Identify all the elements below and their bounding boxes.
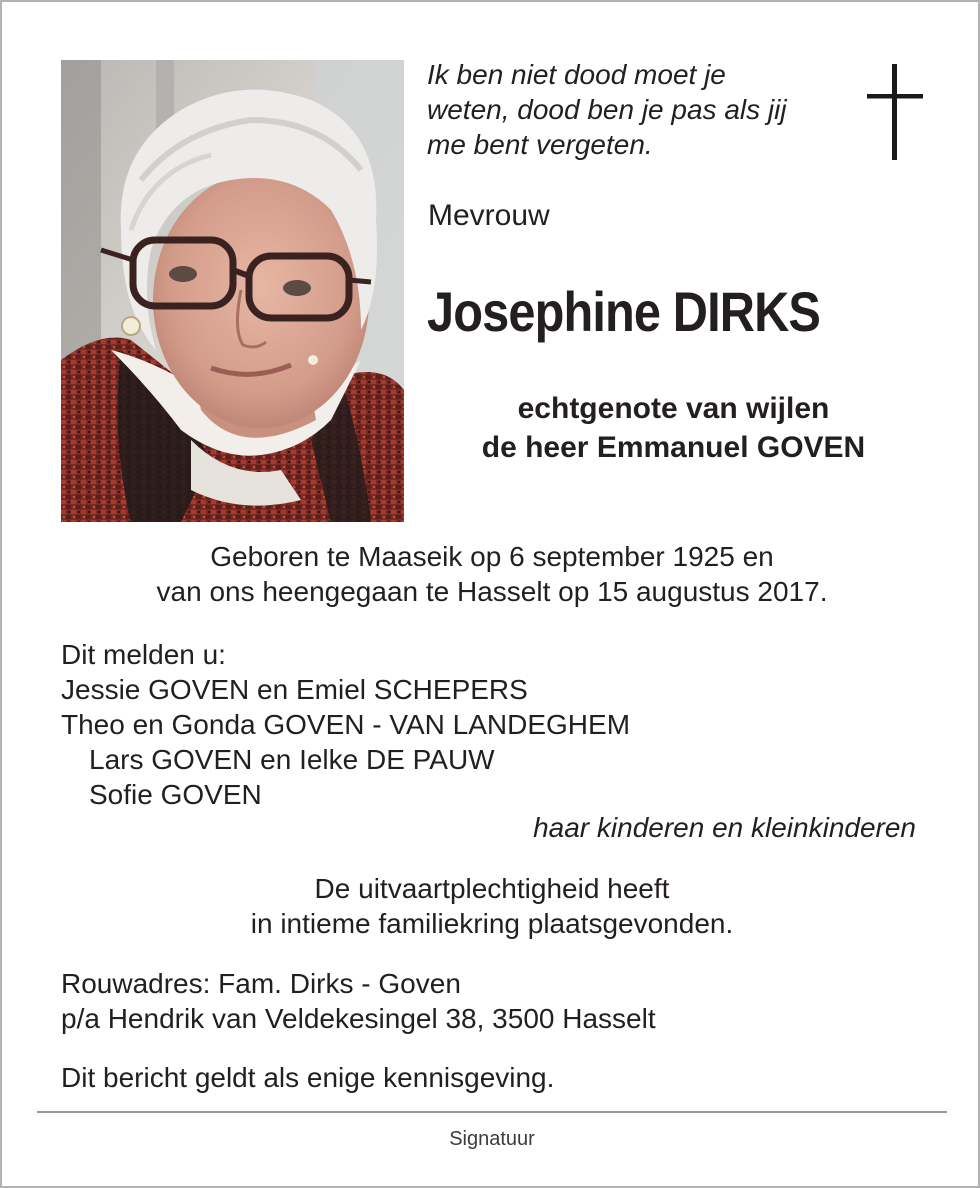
cross-icon — [865, 64, 925, 167]
family-member: Sofie GOVEN — [89, 779, 262, 810]
family-relation: haar kinderen en kleinkinderen — [533, 812, 916, 843]
mourning-address — [61, 966, 656, 1036]
spouse-line: echtgenote van wijlen — [517, 392, 830, 425]
salutation: Mevrouw — [428, 199, 550, 232]
death-line: van ons heengegaan te Hasselt op 15 augustus 2017. — [156, 576, 828, 607]
family-intro: Dit melden u: — [61, 639, 226, 670]
family-list — [61, 637, 630, 812]
spouse-info — [427, 389, 920, 467]
deceased-name: Josephine DIRKS — [427, 280, 821, 343]
poem — [427, 57, 787, 162]
address-line: Rouwadres: Fam. Dirks - Goven — [61, 968, 461, 999]
portrait-illustration — [61, 60, 404, 522]
spouse-line: de heer Emmanuel GOVEN — [481, 431, 866, 464]
family-member: Jessie GOVEN en Emiel SCHEPERS — [61, 674, 528, 705]
poem-line: Ik ben niet dood moet je — [427, 59, 726, 90]
birth-line: Geboren te Maaseik op 6 september 1925 en — [210, 541, 774, 572]
portrait-photo — [61, 60, 404, 522]
address-line: p/a Hendrik van Veldekesingel 38, 3500 Hasselt — [61, 1003, 656, 1034]
poem-line: me bent vergeten. — [427, 129, 653, 160]
poem-line: weten, dood ben je pas als jij — [427, 94, 787, 125]
family-member: Theo en Gonda GOVEN - VAN LANDEGHEM — [61, 709, 631, 740]
family-member: Lars GOVEN en Ielke DE PAUW — [89, 744, 495, 775]
footer-brand: Signatuur — [449, 1128, 535, 1150]
funeral-info — [2, 871, 980, 941]
funeral-line: in intieme familiekring plaatsgevonden. — [250, 908, 734, 939]
life-dates — [2, 539, 980, 609]
notice-text: Dit bericht geldt als enige kennisgeving. — [61, 1062, 555, 1093]
funeral-line: De uitvaartplechtigheid heeft — [314, 873, 670, 904]
footer-divider — [37, 1111, 947, 1113]
